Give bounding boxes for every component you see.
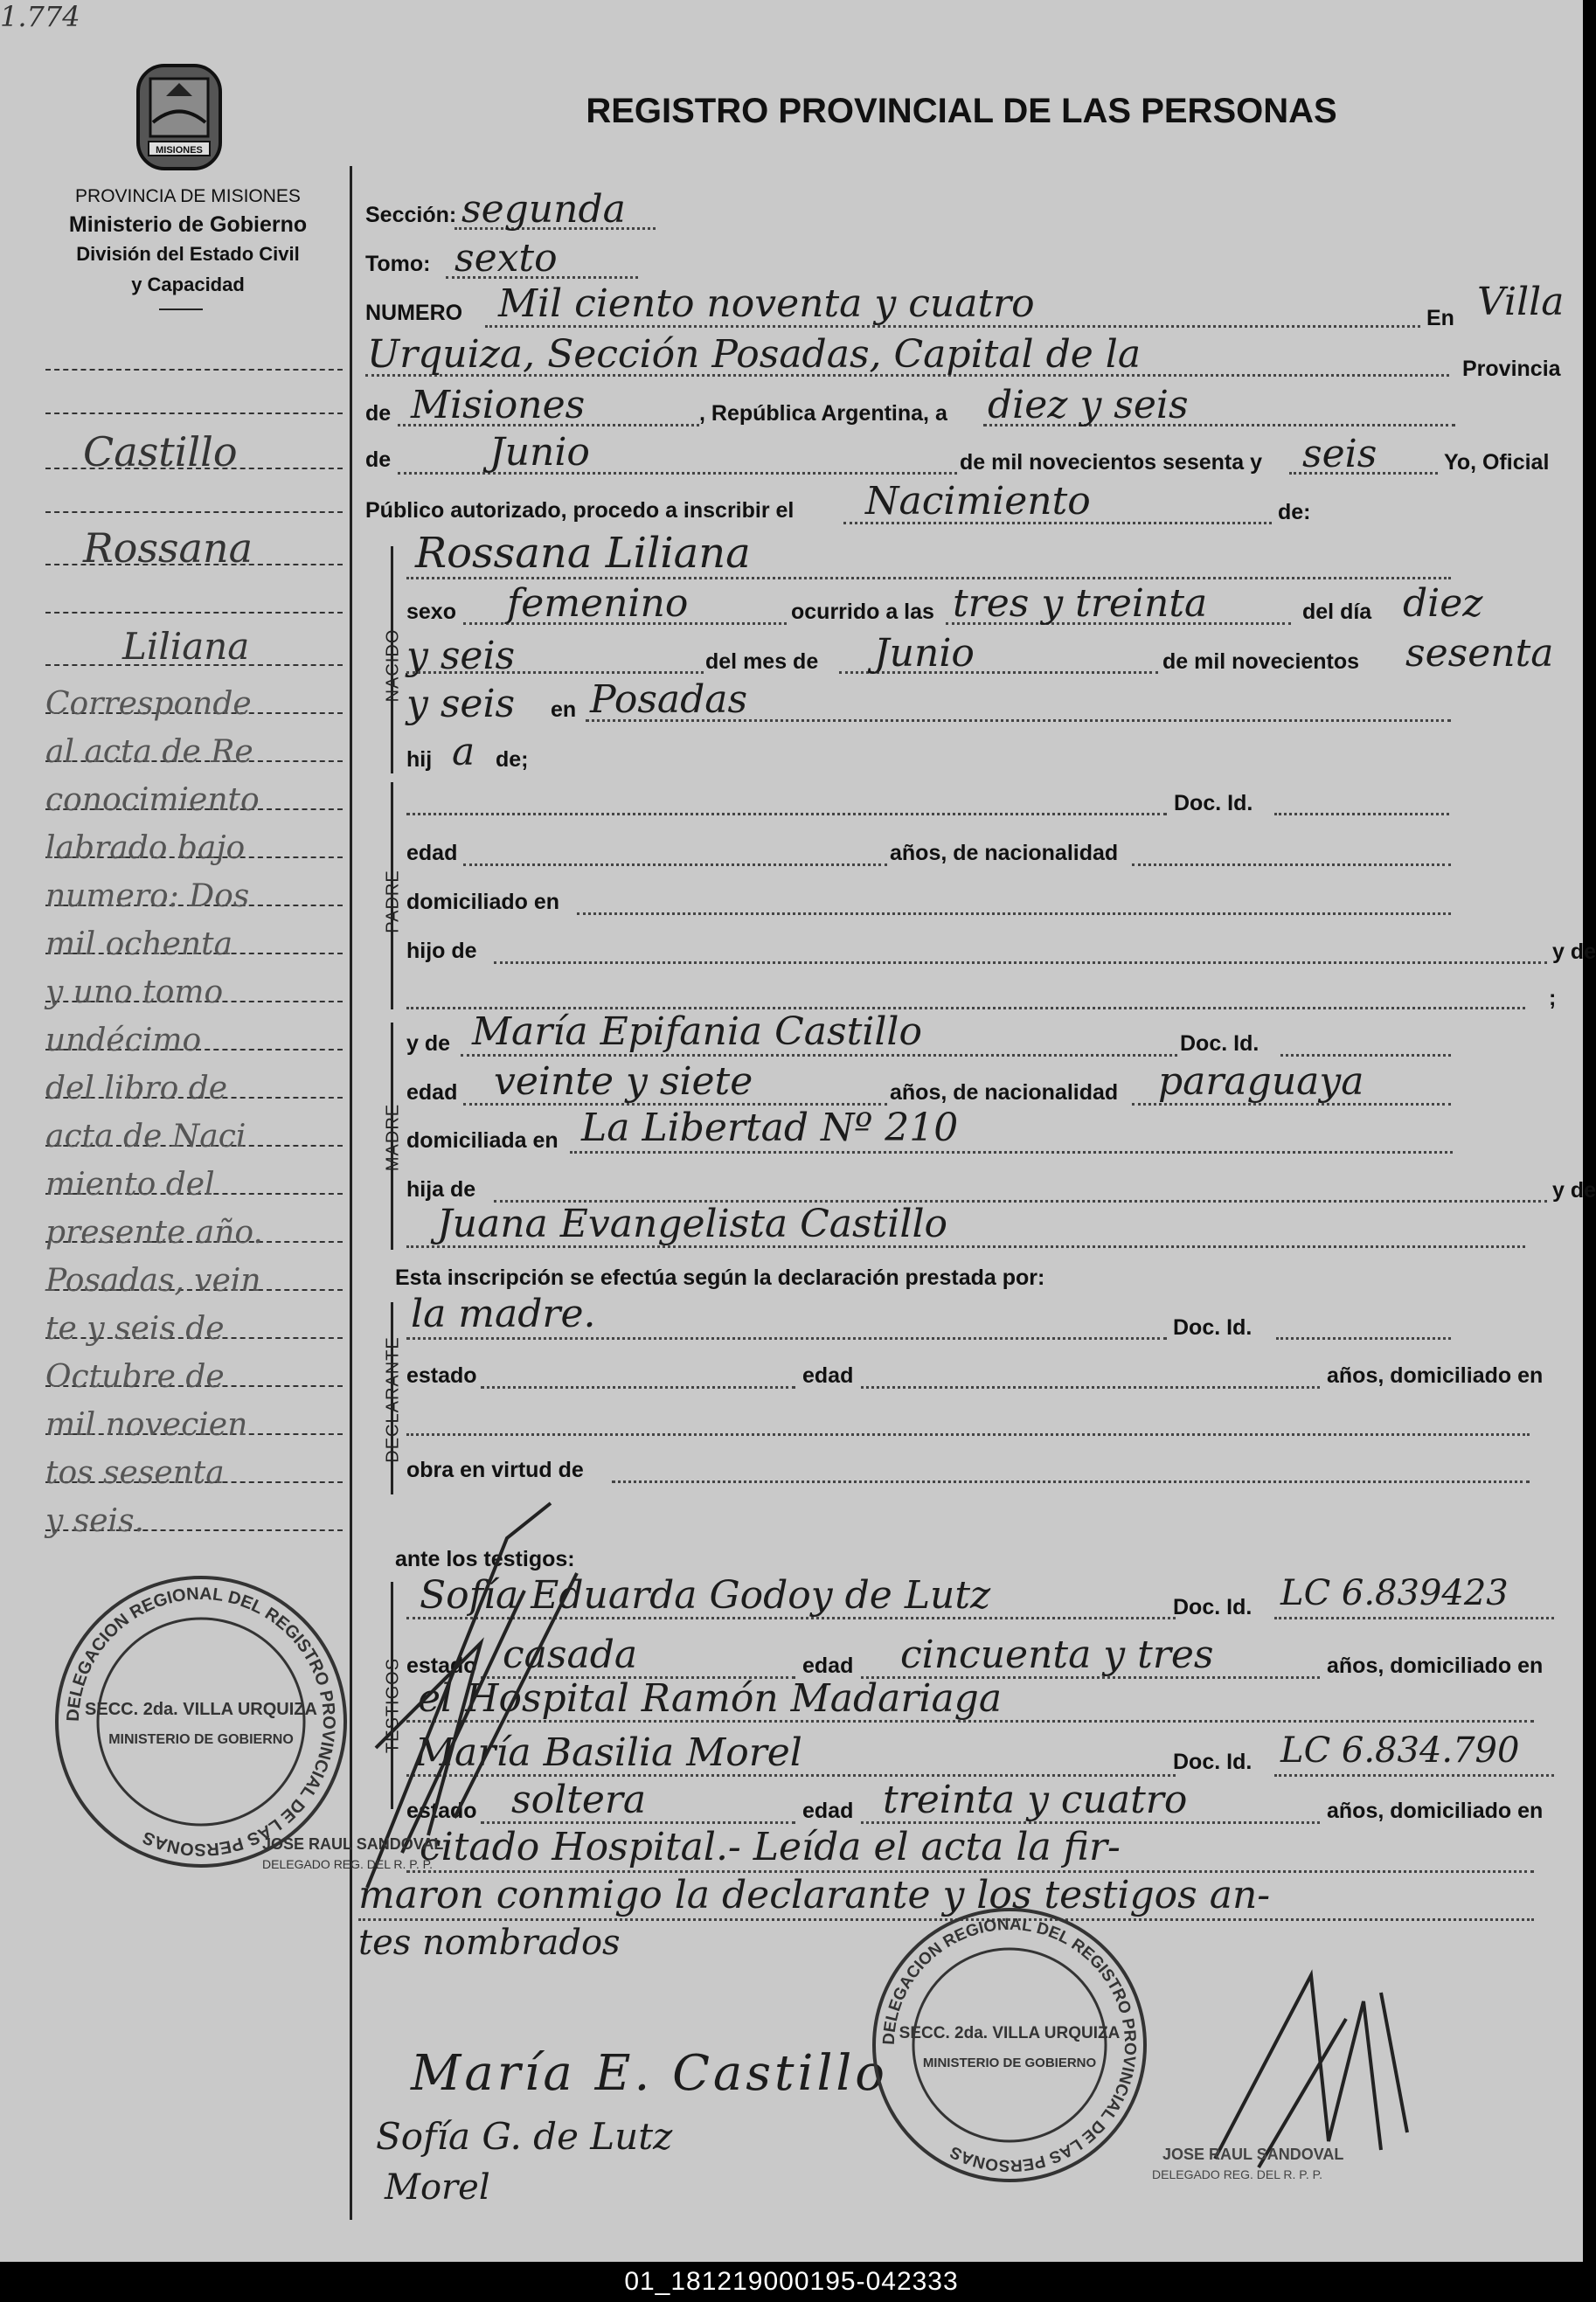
annotation-line: Posadas, vein [45,1263,261,1299]
annotation-line: conocimiento [45,782,260,818]
field-testigo2-estado: soltera [511,1778,647,1822]
label-del-mes: del mes de [705,649,819,674]
label-de-mil-sesenta: de mil novecientos sesenta y [960,450,1262,475]
stamp-signer-role-left: DELEGADO REG. DEL R. P. P. [262,1857,434,1871]
field-dia-nac-cont: y seis [406,634,516,678]
annotation-line: labrado bajo [45,830,246,866]
field-testigo1-edad: cincuenta y tres [900,1633,1214,1677]
annotation-line: y seis. [45,1503,144,1539]
field-madre-domicilio: La Libertad Nº 210 [581,1106,959,1150]
stamp-signer-right: JOSE RAUL SANDOVAL [1162,2146,1344,2163]
field-testigo2-edad: treinta y cuatro [883,1778,1188,1822]
label-seccion: Sección: [365,203,457,227]
corner-note: 1.774 [0,0,80,33]
sidebar-name2: Liliana [122,625,250,668]
label-doc-id-t1: Doc. Id. [1173,1595,1253,1619]
header-rule [159,309,203,310]
label-estado-t2: estado [406,1799,477,1823]
label-estado-t1: estado [406,1654,477,1678]
field-testigo2: María Basilia Morel [415,1730,802,1775]
registry-stamp-right [861,1896,1158,2194]
field-dia-nac: diez [1403,581,1483,626]
annotation-line: undécimo [45,1023,202,1058]
capacity-line: y Capacidad [131,274,245,295]
label-anos-nac-madre: años, de nacionalidad [890,1080,1119,1105]
svg-text:MISIONES: MISIONES [156,145,203,156]
field-line [1274,1774,1554,1777]
label-hij-de: de; [496,747,529,772]
field-line [612,1480,1530,1483]
side-label-padre: PADRE [383,870,403,933]
annotation-line: mil ochenta [45,926,233,962]
label-hijo-de: hijo de [406,939,477,963]
field-line [406,813,1167,815]
field-line [461,1054,1177,1057]
label-del-dia: del día [1302,600,1372,624]
annotation-line: miento del [45,1167,215,1203]
svg-text:MINISTERIO DE GOBIERNO: MINISTERIO DE GOBIERNO [108,1732,294,1747]
signature-testigo1: Sofía G. de Lutz [376,2115,673,2158]
annotation-line: al acta de Re [45,734,253,770]
registry-stamp-left [44,1564,358,1879]
field-line [406,1433,1530,1436]
field-mes: Junio [489,430,590,475]
field-madre-edad: veinte y siete [494,1059,753,1104]
field-line [406,671,704,674]
field-line [481,1386,795,1389]
signature-declarante: María E. Castillo [411,2045,888,2102]
svg-text:SECC. 2da. VILLA URQUIZA: SECC. 2da. VILLA URQUIZA [85,1700,317,1719]
sidebar-annotation [45,680,347,1545]
sidebar-line [45,511,343,513]
field-line [1280,1054,1451,1057]
label-edad-t1: edad [802,1654,854,1678]
field-numero: Mil ciento noventa y cuatro [498,281,1035,326]
field-dia: diez y seis [988,383,1189,427]
province-line: PROVINCIA DE MISIONES [75,186,301,206]
label-anos-domic-t2: años, domiciliado en [1327,1799,1544,1823]
annotation-line: tos sesenta [45,1455,225,1491]
field-seccion: segunda [461,187,626,232]
field-line [494,961,1547,964]
svg-text:DELEGACION REGIONAL DEL REGIST: DELEGACION REGIONAL DEL REGISTRO PROVINCIAL DE LAS PERSONAS [63,1584,339,1860]
field-hora: tres y treinta [953,581,1208,626]
field-en: Villa [1477,280,1565,324]
field-line [1274,813,1449,815]
label-de-colon: de: [1278,500,1311,524]
label-y-de-madre: y de [406,1031,451,1056]
label-anos-nac-padre: años, de nacionalidad [890,841,1119,865]
field-line [1276,1337,1451,1340]
label-de-mil: de mil novecientos [1162,649,1360,674]
field-mes-nac: Junio [874,631,975,676]
field-line [570,1151,1453,1154]
ministry-line: Ministerio de Gobierno [68,212,308,237]
misiones-seal-logo [131,61,227,175]
field-lugar: Urquiza, Sección Posadas, Capital de la [367,332,1141,377]
label-publico: Público autorizado, procedo a inscribir el [365,498,795,523]
label-en: En [1426,306,1454,330]
label-estado-declarante: estado [406,1363,477,1388]
sidebar-name1: Rossana [83,524,253,572]
field-line [861,1386,1320,1389]
svg-text:MINISTERIO DE GOBIERNO: MINISTERIO DE GOBIERNO [922,2056,1097,2070]
stamp-signer-left: JOSE RAUL SANDOVAL [262,1835,444,1853]
label-esta-inscripcion: Esta inscripción se efectúa según la declaración prestada por: [395,1265,1045,1290]
label-doc-id-madre: Doc. Id. [1180,1031,1259,1056]
label-semicolon: ; [1549,986,1557,1010]
side-label-madre: MADRE [383,1103,403,1172]
sidebar-line [45,612,343,614]
field-anio: seis [1302,432,1377,476]
label-en-lugar: en [551,697,577,722]
field-nombre: Rossana Liliana [415,529,751,578]
annotation-line: Corresponde [45,686,252,722]
label-numero: NUMERO [365,301,463,325]
field-line [1274,1617,1554,1619]
label-edad-t2: edad [802,1799,854,1823]
label-republica: , República Argentina, a [699,401,947,426]
field-sexo: femenino [507,581,689,626]
page-title: REGISTRO PROVINCIAL DE LAS PERSONAS [586,92,1337,130]
field-declarante: la madre. [411,1292,596,1336]
signature-testigo2: Morel [385,2167,490,2208]
side-label-testigos: TESTIGOS [383,1657,403,1754]
label-de-mes: de [365,447,392,472]
field-lugar-nac: Posadas [590,677,748,722]
field-line [406,1337,1167,1340]
label-doc-id-declarante: Doc. Id. [1173,1315,1253,1340]
field-testigo2-doc: LC 6.834.790 [1280,1730,1520,1771]
stamp-signer-role-right: DELEGADO REG. DEL R. P. P. [1152,2167,1323,2181]
svg-text:DELEGACION REGIONAL DEL REGIST: DELEGACION REGIONAL DEL REGISTRO PROVINCIAL DE LAS PERSONAS [879,1915,1140,2175]
label-edad-madre: edad [406,1080,458,1105]
sidebar-line [45,413,343,414]
label-doc-id-padre: Doc. Id. [1174,791,1253,815]
label-yo-oficial: Yo, Oficial [1444,450,1550,475]
label-hija-de: hija de [406,1177,476,1202]
annotation-line: acta de Naci [45,1119,246,1154]
field-hij-suffix: a [452,730,475,774]
sidebar-line [45,369,343,371]
field-tomo: sexto [455,236,558,281]
label-domiciliado-padre: domiciliado en [406,890,560,914]
field-testigo1-domicilio: el Hospital Ramón Madariaga [418,1676,1003,1721]
field-line [1132,863,1451,866]
annotation-line: y uno tomo [45,974,224,1010]
label-ante-testigos: ante los testigos: [395,1547,575,1571]
field-madre-nombre: María Epifania Castillo [472,1009,922,1054]
sidebar-divider [350,166,352,2220]
label-de: de [365,401,392,426]
side-label-nacido: NACIDO [383,628,403,703]
label-y-de-madre2: y de [1552,1178,1596,1203]
label-hij: hij [406,747,433,772]
label-provincia: Provincia [1462,357,1561,381]
closing-line-2: maron conmigo la declarante y los testigos an- [358,1873,1271,1917]
label-edad-declarante: edad [802,1363,854,1388]
label-edad-padre: edad [406,841,458,865]
annotation-line: te y seis de [45,1311,225,1347]
label-anos-domic-t1: años, domiciliado en [1327,1654,1544,1678]
label-domiciliada: domiciliada en [406,1128,559,1153]
field-provincia: Misiones [411,383,586,427]
side-label-declarante: DECLARANTE [383,1336,403,1463]
label-y-de-padre: y de [1552,940,1596,964]
sidebar-surname: Castillo [83,428,238,475]
annotation-line: numero: Dos [45,878,250,914]
closing-line-1: citado Hospital.- Leída el acta la fir- [420,1825,1121,1869]
field-testigo1-estado: casada [503,1633,638,1677]
field-madre-nacionalidad: paraguaya [1158,1059,1364,1104]
annotation-line: del libro de [45,1071,228,1106]
field-anio-nac: sesenta [1405,631,1554,676]
field-line [463,863,887,866]
svg-text:SECC. 2da. VILLA URQUIZA: SECC. 2da. VILLA URQUIZA [899,2024,1121,2042]
field-madre-madre: Juana Evangelista Castillo [437,1202,948,1246]
field-testigo1-doc: LC 6.839423 [1280,1573,1509,1613]
label-anos-domic-declarante: años, domiciliado en [1327,1363,1544,1388]
closing-line-3: tes nombrados [358,1923,621,1963]
document-id-footer: 01_181219000195-042333 [0,2262,1583,2302]
field-line [398,472,957,475]
field-acto: Nacimiento [865,479,1091,523]
field-anio-nac-cont: y seis [406,682,516,726]
annotation-line: presente año. [45,1215,263,1251]
label-ocurrido: ocurrido a las [791,600,934,624]
field-line [577,912,1451,915]
division-line: División del Estado Civil [76,243,300,265]
label-doc-id-t2: Doc. Id. [1173,1750,1253,1774]
label-obra: obra en virtud de [406,1458,584,1482]
field-testigo1: Sofía Eduarda Godoy de Lutz [420,1573,991,1618]
annotation-line: mil novecien [45,1407,248,1443]
annotation-line: Octubre de [45,1359,225,1395]
label-sexo: sexo [406,600,456,624]
label-tomo: Tomo: [365,252,431,276]
